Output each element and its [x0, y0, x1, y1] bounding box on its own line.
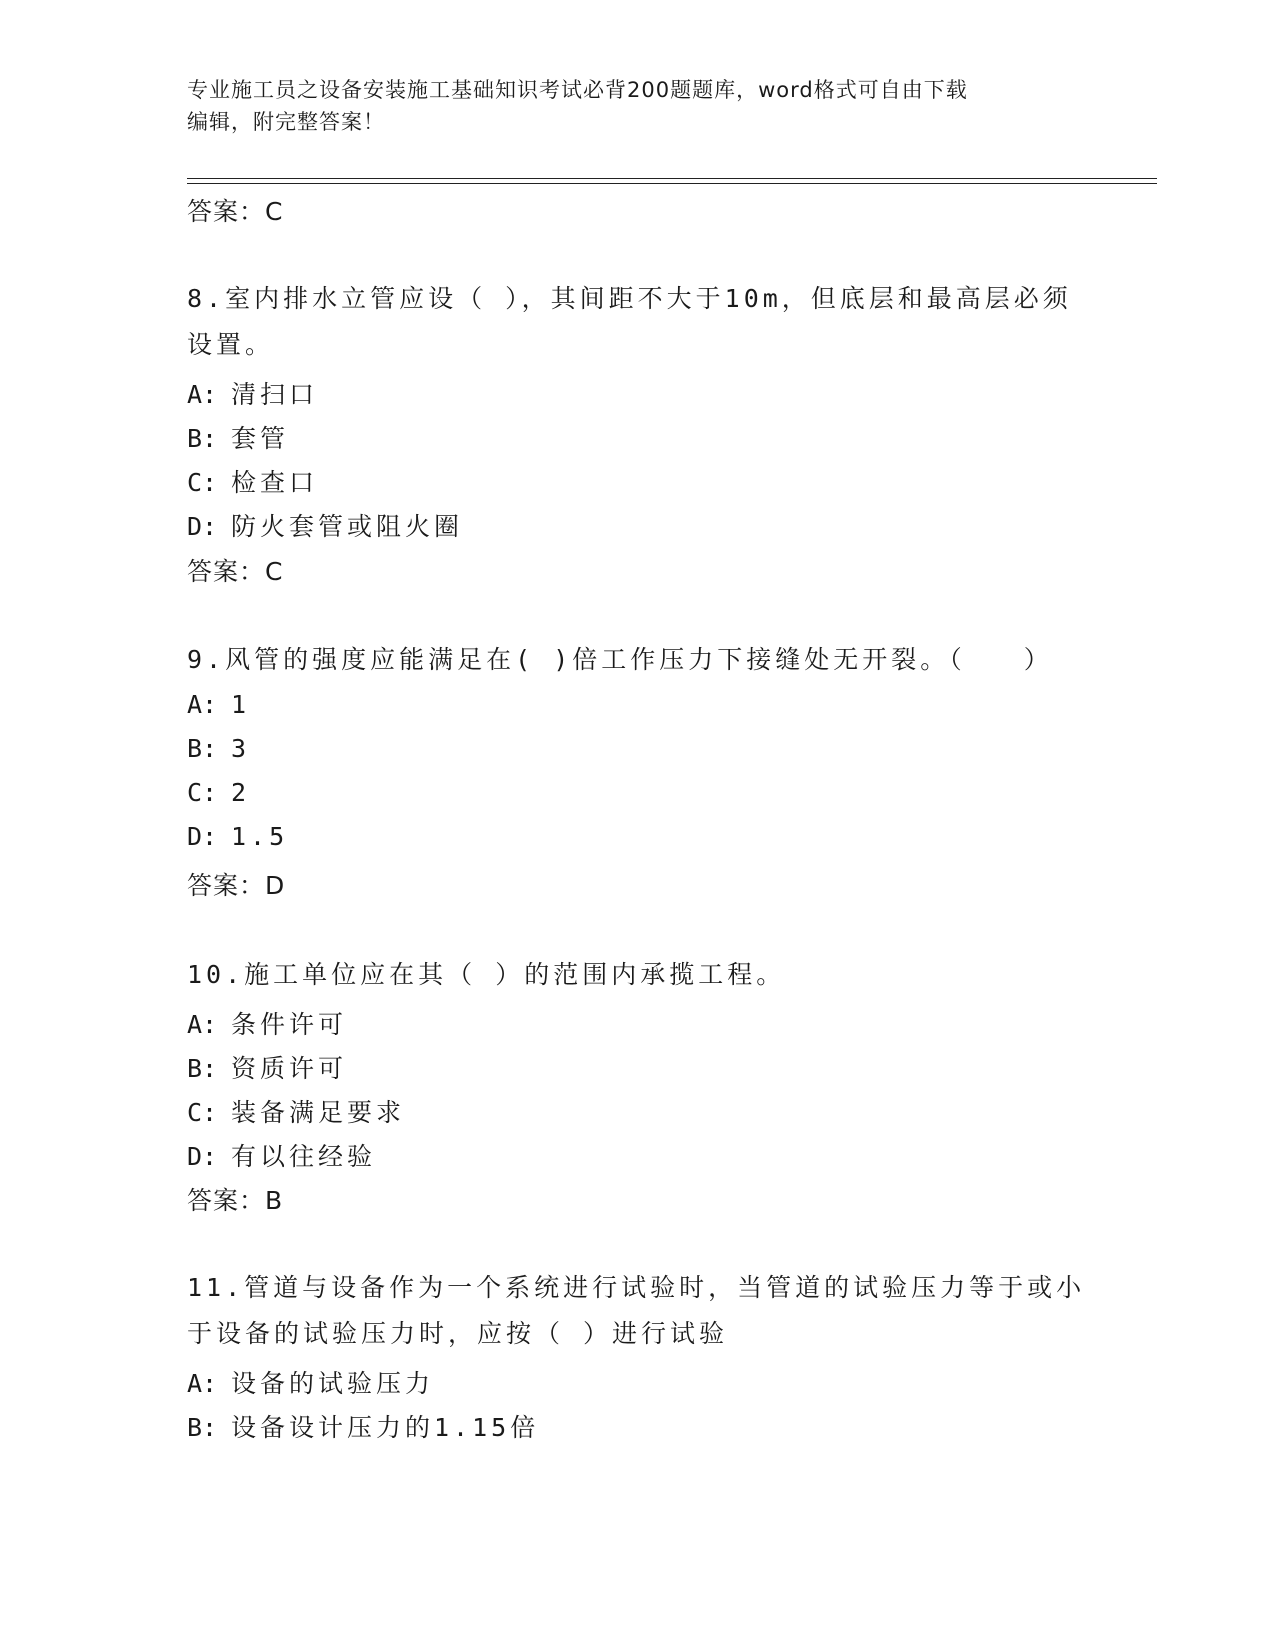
option-text: 1 — [231, 690, 251, 719]
option-c — [187, 463, 318, 499]
document-header — [187, 74, 1067, 138]
question-8 — [187, 276, 1087, 368]
option-label: A: — [187, 380, 218, 409]
option-label: B: — [187, 1413, 218, 1442]
header-line-2: 编辑，附完整答案！ — [187, 110, 385, 134]
option-c — [187, 1093, 405, 1129]
option-label: D: — [187, 512, 218, 541]
option-b — [187, 419, 289, 455]
option-text: 条件许可 — [231, 1010, 348, 1039]
answer-value: B — [265, 1186, 284, 1215]
option-label: D: — [187, 822, 218, 851]
question-11 — [187, 1265, 1087, 1357]
option-c — [187, 778, 250, 807]
option-label: A: — [187, 1369, 218, 1398]
answer-line — [187, 866, 285, 902]
question-text: 9.风管的强度应能满足在( )倍工作压力下接缝处无开裂。（ ） — [187, 645, 1053, 674]
answer-prefix: 答案： — [187, 1186, 266, 1215]
option-d — [187, 507, 463, 543]
question-text: 11.管道与设备作为一个系统进行试验时，当管道的试验压力等于或小 — [187, 1273, 1086, 1302]
question-text: 10.施工单位应在其（ ）的范围内承揽工程。 — [187, 960, 786, 989]
option-label: B: — [187, 424, 218, 453]
option-text: 检查口 — [231, 468, 319, 497]
option-label: A: — [187, 1010, 218, 1039]
answer-line — [187, 552, 283, 588]
option-a — [187, 1005, 347, 1041]
answer-line — [187, 192, 283, 228]
option-text: 1.5 — [231, 822, 289, 851]
option-b — [187, 734, 250, 763]
answer-value: C — [265, 557, 284, 586]
option-label: B: — [187, 734, 218, 763]
option-text: 设备的试验压力 — [231, 1369, 435, 1398]
answer-prefix: 答案： — [187, 871, 266, 900]
answer-line — [187, 1181, 283, 1217]
option-label: B: — [187, 1054, 218, 1083]
option-text: 设备设计压力的1.15倍 — [231, 1413, 540, 1442]
option-a — [187, 690, 250, 719]
option-text: 装备满足要求 — [231, 1098, 406, 1127]
option-text: 防火套管或阻火圈 — [231, 512, 464, 541]
option-a — [187, 375, 318, 411]
header-divider-bottom — [187, 183, 1157, 184]
answer-prefix: 答案： — [187, 557, 266, 586]
answer-value: D — [265, 871, 286, 900]
question-text-cont: 设置。 — [187, 330, 275, 359]
header-divider-top — [187, 178, 1157, 179]
option-label: C: — [187, 468, 218, 497]
option-text: 资质许可 — [231, 1054, 348, 1083]
option-label: A: — [187, 690, 218, 719]
option-d — [187, 822, 288, 851]
option-a — [187, 1364, 434, 1400]
option-text: 有以往经验 — [231, 1142, 377, 1171]
question-text: 8.室内排水立管应设（ ），其间距不大于10m，但底层和最高层必须 — [187, 284, 1072, 313]
header-line-1: 专业施工员之设备安装施工基础知识考试必背200题题库，word格式可自由下载 — [187, 78, 968, 102]
question-10 — [187, 952, 1087, 998]
option-text: 套管 — [231, 424, 290, 453]
option-label: D: — [187, 1142, 218, 1171]
option-label: C: — [187, 778, 218, 807]
option-text: 清扫口 — [231, 380, 319, 409]
option-b — [187, 1408, 539, 1444]
question-text-cont: 于设备的试验压力时，应按（ ）进行试验 — [187, 1319, 729, 1348]
question-9 — [187, 637, 1087, 683]
answer-prefix: 答案： — [187, 197, 266, 226]
option-d — [187, 1137, 376, 1173]
option-text: 2 — [231, 778, 251, 807]
option-b — [187, 1049, 347, 1085]
answer-value: C — [265, 197, 284, 226]
option-label: C: — [187, 1098, 218, 1127]
option-text: 3 — [231, 734, 251, 763]
